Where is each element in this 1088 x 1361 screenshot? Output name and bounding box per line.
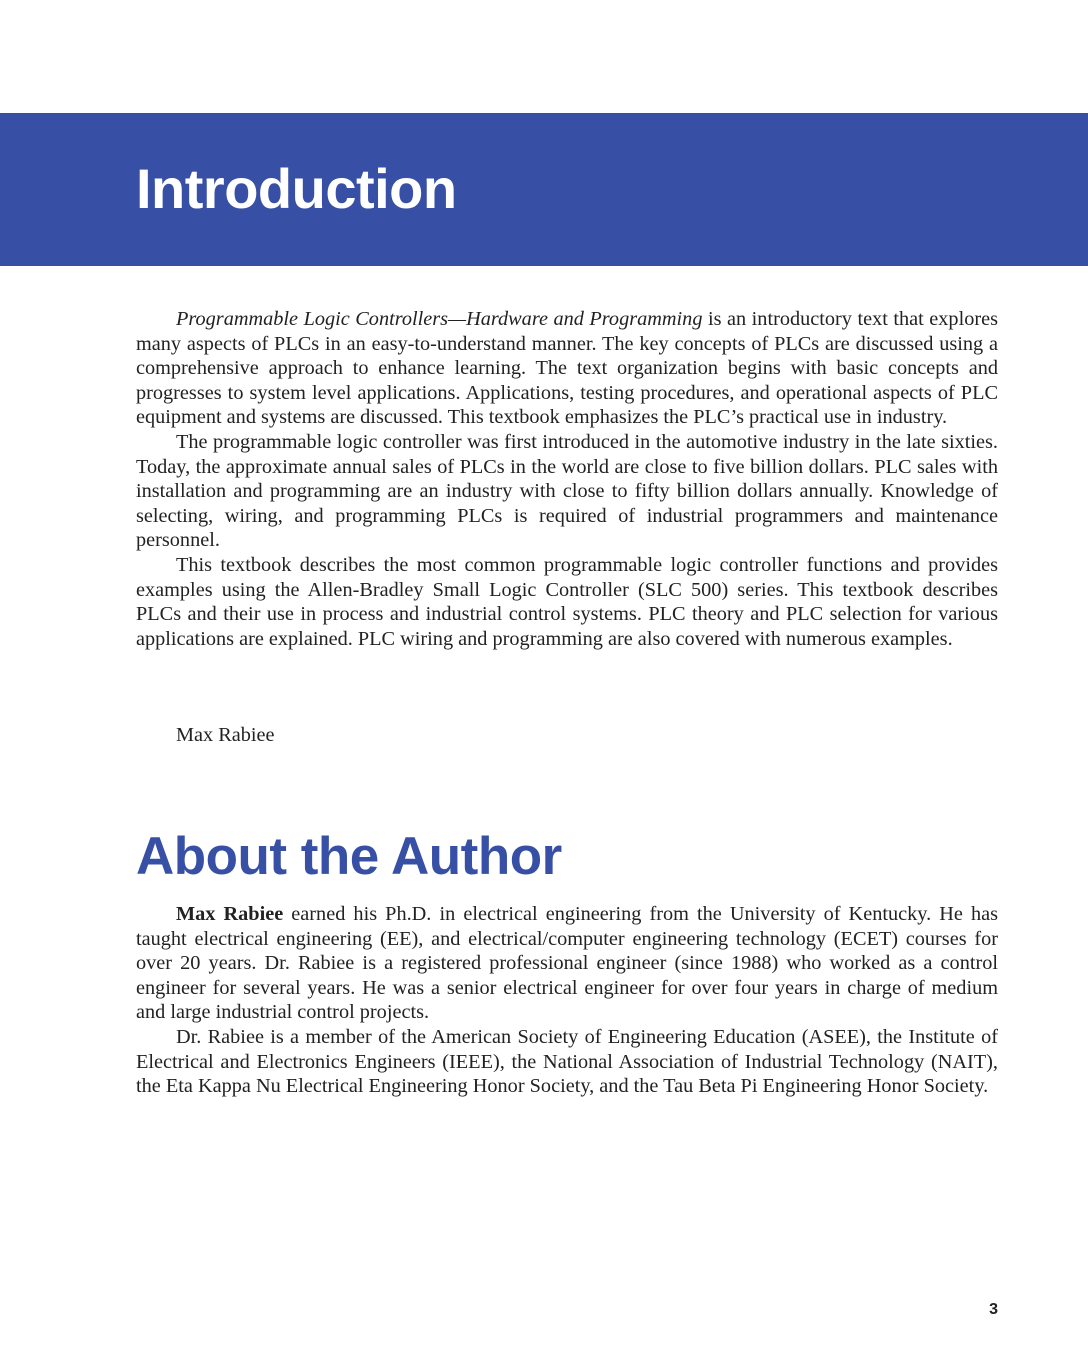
intro-paragraph-2: The programmable logic controller was first introduced in the automotive industry in the late sixties. Today, the approximate annual sales of PLCs in the world are close to five billion dollars. PLC sales with installation and programming are an industry with close to fifty billion dollars annually. Knowledge of selecting, wiring, and programming PLCs is required of industrial programmers and maintenance personnel.	[136, 430, 998, 552]
intro-paragraph-3: This textbook describes the most common programmable logic controller functions and provides examples using the Allen-Bradley Small Logic Controller (SLC 500) series. This textbook describes PLCs and their use in process and industrial control systems. PLC theory and PLC selection for various applications are explained. PLC wiring and programming are also covered with numerous examples.	[136, 553, 998, 650]
intro-paragraph-1-text: is an introductory text that explores many aspects of PLCs in an easy-to-understand manner. The key concepts of PLCs are discussed using a comprehensive approach to enhance learning. The text organization begins with basic concepts and progresses to system level applications. Applications, testing procedures, and operational aspects of PLC equipment and systems are discussed. This textbook emphasizes the PLC’s practical use in industry.	[136, 308, 998, 429]
page-number: 3	[989, 1301, 998, 1318]
author-paragraph-1	[136, 902, 998, 1025]
author-name-bold: Max Rabiee	[176, 903, 284, 925]
page-title: Introduction	[136, 157, 457, 220]
author-signature: Max Rabiee	[176, 724, 275, 746]
introduction-body	[136, 307, 998, 651]
about-author-body	[136, 902, 998, 1099]
author-paragraph-2: Dr. Rabiee is a member of the American Society of Engineering Education (ASEE), the Institute of Electrical and Electronics Engineers (IEEE), the National Association of Industrial Technology (NAIT), the Eta Kappa Nu Electrical Engineering Honor Society, and the Tau Beta Pi Engineering Honor Society.	[136, 1025, 998, 1098]
book-title-italic: Programmable Logic Controllers—Hardware and Programming	[176, 308, 703, 330]
author-paragraph-1-text: earned his Ph.D. in electrical engineering from the University of Kentucky. He has taught electrical engineering (EE), and electrical/computer engineering technology (ECET) courses for over 20 years. Dr. Rabiee is a registered professional engineer (since 1988) who worked as a control engineer for several years. He was a senior electrical engineer for over four years in charge of medium and large industrial control projects.	[136, 903, 999, 1024]
about-author-heading: About the Author	[136, 827, 562, 886]
intro-paragraph-1	[136, 307, 998, 430]
